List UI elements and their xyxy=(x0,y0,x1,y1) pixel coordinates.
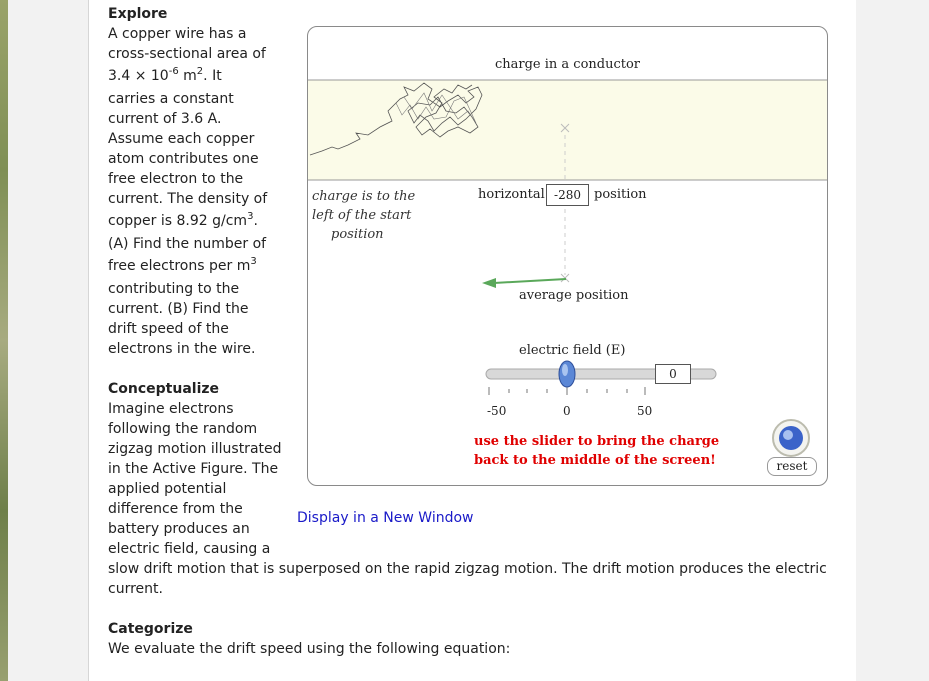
average-position-marker xyxy=(561,274,569,282)
slider-instruction-line: use the slider to bring the charge xyxy=(474,434,720,449)
reset-button[interactable]: reset xyxy=(767,457,817,476)
explore-line: (A) Find the number of xyxy=(108,236,267,252)
electric-field-label: electric field (E) xyxy=(519,343,626,358)
explore-line: Assume each copper xyxy=(108,131,255,147)
conceptualize-last-line: current. xyxy=(108,581,163,597)
explore-line-area: $3.4 \times 10^{-6}$ $m^2$. It xyxy=(108,66,222,84)
background-strip xyxy=(0,0,8,681)
position-note-line: charge is to the xyxy=(312,189,416,204)
explore-line: drift speed of the xyxy=(108,321,229,337)
slider-instruction xyxy=(474,432,719,470)
average-position-label: average position xyxy=(519,288,629,303)
conceptualize-line: Imagine electrons xyxy=(108,401,234,417)
conceptualize-continuation: slow drift motion that is superposed on the rapid zigzag motion. The drift motion produces the electric xyxy=(108,561,827,577)
slider-thumb-highlight xyxy=(562,364,568,376)
explore-line-density: copper is 8.92 $g/cm^3$. xyxy=(108,211,258,229)
slider-max-label: 50 xyxy=(637,404,653,418)
explore-line: A copper wire has a xyxy=(108,26,247,42)
slider-ticks xyxy=(489,387,645,395)
explore-heading: Explore xyxy=(108,6,168,22)
simulation-title: charge in a conductor xyxy=(494,57,641,72)
explore-line: current. (B) Find the xyxy=(108,301,249,317)
conceptualize-heading: Conceptualize xyxy=(108,381,220,397)
explore-line: contributing to the xyxy=(108,281,240,297)
position-note-line: position xyxy=(331,227,384,242)
conceptualize-line: zigzag motion illustrated xyxy=(108,441,282,457)
explore-line-per-m3: free electrons per $m^3$ xyxy=(108,256,257,274)
drift-arrow-head xyxy=(482,278,496,288)
categorize-text: We evaluate the drift speed using the following equation: xyxy=(108,641,511,657)
slider-min-label: -50 xyxy=(487,404,507,418)
display-new-window-link[interactable]: Display in a New Window xyxy=(297,510,474,526)
drift-arrow xyxy=(494,279,566,283)
horizontal-label: horizontal xyxy=(478,187,545,202)
electric-field-value-field[interactable]: 0 xyxy=(655,364,691,384)
explore-line: electrons in the wire. xyxy=(108,341,256,357)
position-label: position xyxy=(594,187,647,202)
page-margin-right xyxy=(856,0,929,681)
explore-line: cross-sectional area of xyxy=(108,46,266,62)
explore-line: carries a constant xyxy=(108,91,234,107)
conceptualize-line: in the Active Figure. The xyxy=(108,461,279,477)
categorize-heading: Categorize xyxy=(108,621,193,637)
conceptualize-line: electric field, causing a xyxy=(108,541,271,557)
conceptualize-line: battery produces an xyxy=(108,521,250,537)
position-note-line: left of the start xyxy=(312,208,412,223)
conceptualize-line: applied potential xyxy=(108,481,227,497)
explore-line: atom contributes one xyxy=(108,151,259,167)
conceptualize-line: difference from the xyxy=(108,501,243,517)
explore-line: current. The density of xyxy=(108,191,268,207)
position-note xyxy=(312,187,415,244)
horizontal-position-field[interactable]: -280 xyxy=(546,184,589,206)
explore-line: current of 3.6 A. xyxy=(108,111,222,127)
slider-instruction-line: back to the middle of the screen! xyxy=(474,453,716,468)
conceptualize-line: following the random xyxy=(108,421,258,437)
reset-button-highlight xyxy=(783,430,793,440)
page-margin-left xyxy=(8,0,88,681)
explore-line: free electron to the xyxy=(108,171,244,187)
slider-mid-label: 0 xyxy=(563,404,571,418)
simulation-frame xyxy=(307,26,828,486)
